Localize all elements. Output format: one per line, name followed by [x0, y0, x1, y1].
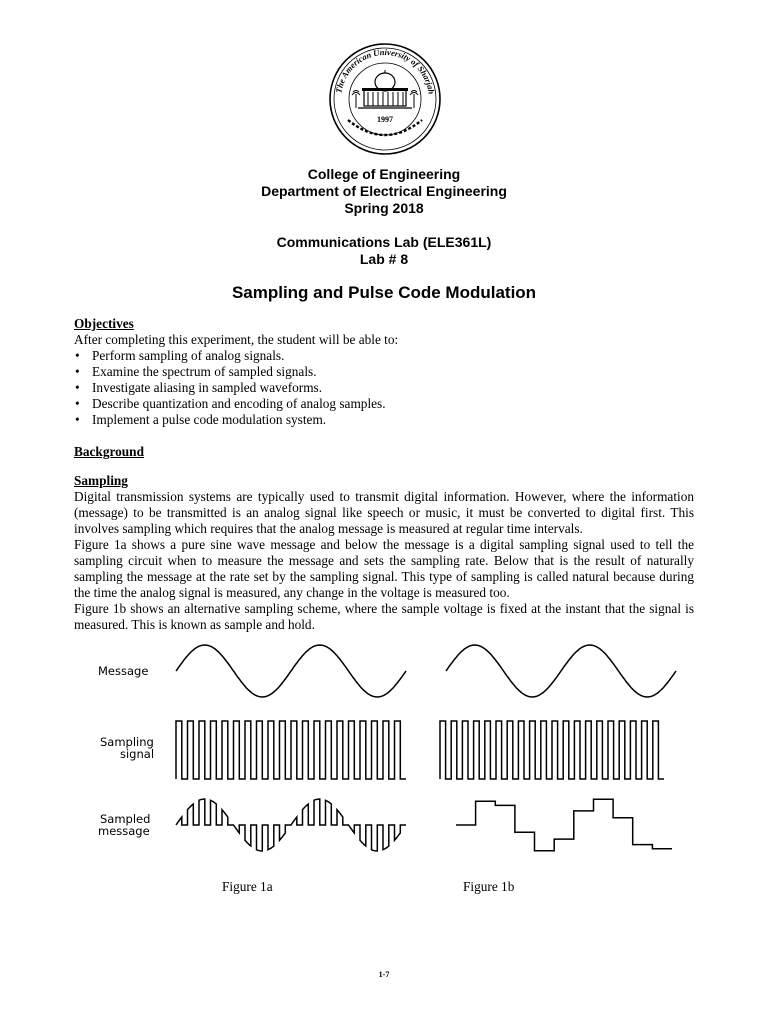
objective-item: • Implement a pulse code modulation system.: [74, 412, 694, 428]
label-signal: signal: [120, 747, 155, 761]
sampling-paragraph-2: Figure 1a shows a pure sine wave message and below the message is a digital sampling signal used to tell the sampling circuit when to measure the message and sets the sampling rate. Below that is the result of naturally sampling the message at the rate set by the sampling signal. This type of sampling is called natural because during the time the analog signal is measured, any change in the voltage is measured too.: [74, 537, 694, 600]
natural-sampled-waveform-1a: [176, 799, 406, 851]
course-name: Communications Lab (ELE361L): [276, 234, 492, 250]
message-waveform-1a: [176, 645, 406, 697]
objective-item: • Describe quantization and encoding of analog samples.: [74, 396, 694, 412]
sample-hold-waveform-1b: [456, 799, 672, 850]
college-name: College of Engineering: [307, 166, 461, 182]
objective-item: • Examine the spectrum of sampled signals.: [74, 364, 694, 380]
seal-ring-text: The American University of Sharjah: [333, 46, 437, 95]
objective-item: • Investigate aliasing in sampled waveforms.: [74, 380, 694, 396]
label-message: Message: [98, 664, 149, 678]
seal-year: 1997: [377, 115, 393, 124]
background-heading: Background: [74, 444, 144, 459]
message-waveform-1b: [446, 645, 676, 697]
label-sampling: Sampling: [100, 735, 154, 749]
sampling-section: [74, 473, 694, 633]
term: Spring 2018: [344, 200, 424, 216]
sampling-figure: [90, 635, 710, 865]
label-sampled-message: message: [98, 824, 150, 838]
lab-number: Lab # 8: [359, 251, 409, 267]
objectives-section: [74, 316, 694, 428]
sampling-signal-1b: [440, 721, 664, 779]
figure-1a-caption: Figure 1a: [222, 879, 273, 894]
sampling-paragraph-3: Figure 1b shows an alternative sampling scheme, where the sample voltage is fixed at the instant that the signal is measured. This is known as sample and hold.: [74, 601, 694, 632]
objectives-intro: After completing this experiment, the student will be able to:: [74, 332, 399, 347]
department-name: Department of Electrical Engineering: [261, 183, 507, 199]
label-sampled: Sampled: [100, 812, 151, 826]
objectives-heading: Objectives: [74, 316, 134, 331]
page-number: 1-7: [378, 970, 390, 979]
objective-item: • Perform sampling of analog signals.: [74, 348, 694, 364]
sampling-heading: Sampling: [74, 473, 128, 488]
sampling-signal-1a: [176, 721, 406, 779]
document-title: Sampling and Pulse Code Modulation: [231, 283, 537, 302]
figure-1b-caption: Figure 1b: [463, 879, 515, 894]
university-seal-logo: [328, 42, 442, 156]
sampling-paragraph-1: Digital transmission systems are typically used to transmit digital information. However, where the information (message) to be transmitted is an analog signal like speech or music, it must be converted to digital first. This involves sampling which requires that the analog message is measured at regular time intervals.: [74, 489, 694, 536]
objectives-list: [74, 348, 694, 428]
